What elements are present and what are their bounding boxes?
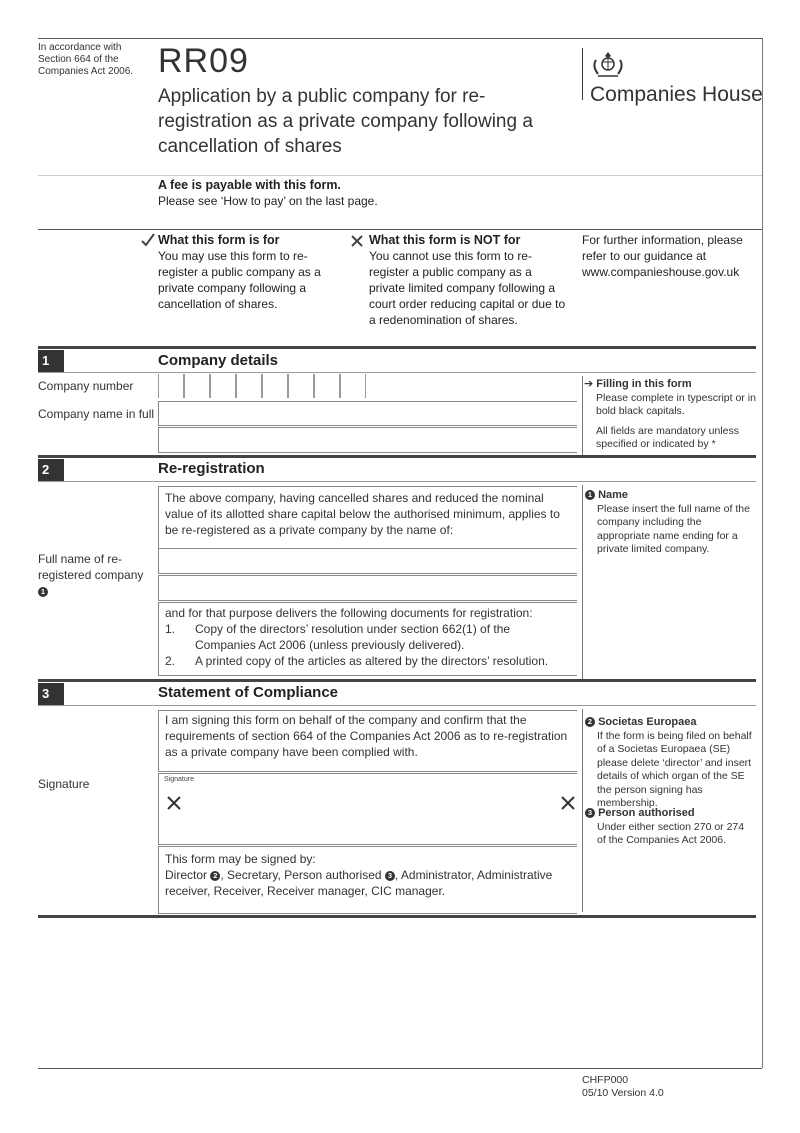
sign-here-icon — [167, 796, 181, 810]
sign-here-icon — [561, 796, 575, 810]
person-authorised-note — [585, 807, 755, 848]
notes-divider — [582, 709, 583, 912]
section3-title: Statement of Compliance — [158, 684, 339, 701]
note-marker-icon: 3 — [385, 871, 395, 881]
section1-number: 1 — [38, 350, 64, 372]
doc1-text: Copy of the directors’ resolution under section 662(1) of the Companies Act 2006 (unless previously delivered). — [195, 622, 511, 652]
section2-number: 2 — [38, 459, 64, 481]
right-margin-rule — [762, 38, 763, 1068]
form-not-for-text: You cannot use this form to re-register a public company as a private limited company following a court order reducing capital or due to a redenomination of shares. — [369, 249, 566, 327]
signed-by-part1: Director — [165, 868, 208, 882]
signature-label: Signature — [38, 777, 90, 791]
signed-by-list — [165, 867, 565, 899]
reregistration-statement-box — [158, 486, 577, 550]
reregistration-statement: The above company, having cancelled shares and reduced the nominal value of its allotted share capital below the authorised minimum, applies to be re-registered as a private company by the name of: — [165, 491, 560, 537]
name-note — [585, 489, 755, 557]
notes-divider — [582, 485, 583, 679]
societas-note-text: If the form is being filed on behalf of a Societas Europaea (SE) please delete ‘director’ and insert details of which organ of the SE the person signing has membership. — [597, 729, 752, 809]
section2-sub-rule — [38, 481, 756, 482]
form-code: RR09 — [158, 42, 249, 80]
filling-note-text: Please complete in typescript or in bold black capitals. — [596, 391, 756, 417]
doc2-num: 2. — [165, 654, 176, 668]
societas-note — [585, 716, 755, 811]
section1-title: Company details — [158, 352, 279, 369]
company-number-label: Company number — [38, 379, 134, 393]
full-name-input-line2[interactable] — [158, 575, 577, 601]
form-is-for-title: What this form is for — [158, 233, 280, 247]
form-not-for — [369, 232, 569, 328]
company-name-input[interactable] — [158, 401, 577, 426]
societas-note-title: Societas Europaea — [598, 716, 697, 728]
fee-notice: A fee is payable with this form. — [158, 178, 341, 192]
brand-divider — [582, 48, 583, 100]
company-name-label: Company name in full — [38, 407, 155, 421]
note-marker-icon: 3 — [585, 808, 595, 818]
form-is-for — [158, 232, 343, 312]
company-number-cell[interactable] — [262, 374, 288, 398]
notes-divider — [582, 376, 583, 456]
section3-number: 3 — [38, 683, 64, 705]
footer-version: 05/10 Version 4.0 — [582, 1087, 664, 1099]
company-name-input-line2[interactable] — [158, 427, 577, 453]
doc1-num: 1. — [165, 622, 176, 636]
filling-note-title: Filling in this form — [596, 378, 692, 390]
section3-rule — [38, 679, 756, 682]
name-note-text: Please insert the full name of the company including the appropriate name ending for a private limited company. — [597, 502, 750, 555]
section2-rule — [38, 455, 756, 458]
section1-sub-rule — [38, 372, 756, 373]
note-marker-icon: 2 — [210, 871, 220, 881]
royal-crest-icon — [590, 50, 626, 80]
section1-rule — [38, 346, 756, 349]
note-marker-icon: 1 — [38, 587, 48, 597]
form-is-for-text: You may use this form to re-register a public company as a private company following a cancellation of shares. — [158, 249, 321, 311]
company-number-cell[interactable] — [184, 374, 210, 398]
person-authorised-title: Person authorised — [598, 807, 695, 819]
signed-by-intro: This form may be signed by: — [165, 852, 316, 866]
filling-note: ➔ Filling in this form Please complete in typescript or in bold black capitals. All fields are mandatory unless specified or indicated by * — [584, 378, 756, 450]
doc2-text: A printed copy of the articles as altered by the directors’ resolution. — [195, 654, 549, 668]
further-info-text: For further information, please refer to our guidance at www.companieshouse.gov.uk — [582, 233, 743, 279]
note-marker-icon: 2 — [585, 717, 595, 727]
top-rule — [38, 38, 762, 39]
company-number-cell[interactable] — [340, 374, 366, 398]
brand-name: Companies House — [590, 83, 763, 106]
company-number-input[interactable] — [158, 374, 364, 398]
signature-box-label: Signature — [164, 776, 194, 783]
checkmark-icon — [140, 232, 156, 248]
company-number-cell[interactable] — [288, 374, 314, 398]
section2-title: Re-registration — [158, 460, 265, 477]
signed-by-part3: , Administrator, Administrative receiver, Receiver, Receiver manager, CIC manager. — [165, 868, 553, 898]
cross-icon — [350, 234, 364, 248]
further-info — [582, 232, 757, 280]
footer-rule — [38, 1068, 762, 1069]
compliance-statement-box — [158, 710, 577, 772]
full-name-label — [38, 551, 156, 599]
header-divider — [38, 175, 762, 176]
filling-note-text2: All fields are mandatory unless specified or indicated by * — [596, 424, 739, 450]
section3-sub-rule — [38, 705, 756, 706]
company-number-cell[interactable] — [236, 374, 262, 398]
documents-box — [158, 602, 577, 676]
company-number-cell[interactable] — [314, 374, 340, 398]
note-marker-icon: 1 — [585, 490, 595, 500]
full-name-label-text: Full name of re-registered company — [38, 552, 144, 582]
name-note-title: Name — [598, 489, 629, 501]
legal-reference: In accordance with Section 664 of the Companies Act 2006. — [38, 42, 134, 77]
signature-box[interactable] — [158, 773, 577, 845]
compliance-statement: I am signing this form on behalf of the company and confirm that the requirements of section 664 of the Companies Act 2006 as to re-registration as a private company have been complied with. — [165, 713, 568, 759]
documents-intro: and for that purpose delivers the following documents for registration: — [165, 606, 533, 620]
full-name-input[interactable] — [158, 548, 577, 574]
signed-by-part2: , Secretary, Person authorised — [220, 868, 382, 882]
form-not-for-title: What this form is NOT for — [369, 233, 521, 247]
person-authorised-text: Under either section 270 or 274 of the Companies Act 2006. — [597, 820, 745, 846]
company-number-cell[interactable] — [210, 374, 236, 398]
form-title: Application by a public company for re-registration as a private company following a cancellation of shares — [158, 86, 533, 157]
section3-bottom-rule — [38, 915, 756, 918]
fee-detail: Please see ‘How to pay’ on the last page. — [158, 194, 378, 208]
company-number-cell[interactable] — [158, 374, 184, 398]
footer-code: CHFP000 — [582, 1074, 629, 1086]
signed-by-box — [158, 846, 577, 914]
intro-top-rule — [38, 229, 762, 230]
